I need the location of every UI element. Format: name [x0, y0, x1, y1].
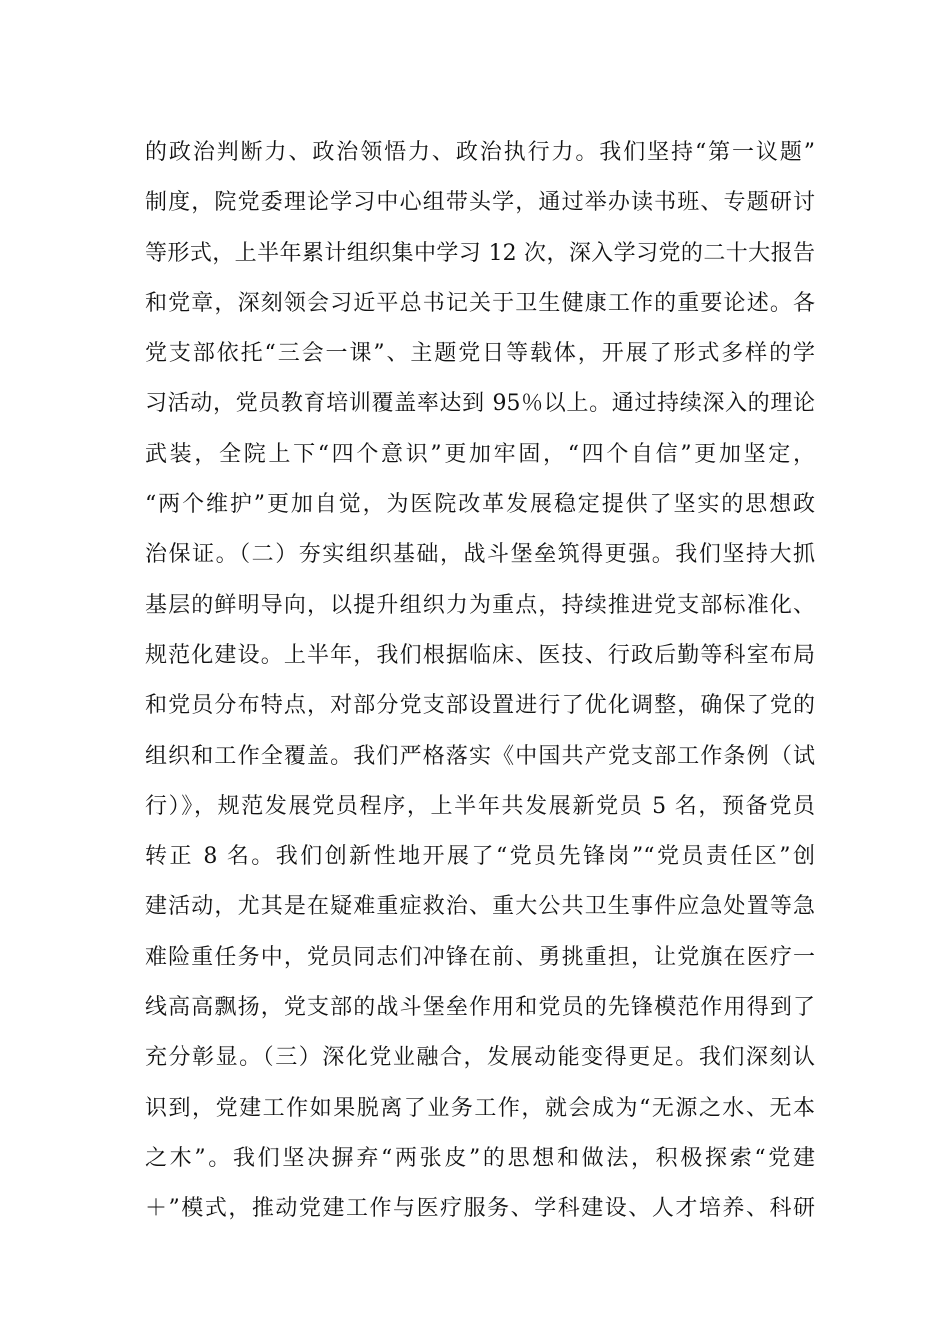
- text-line: 建活动，尤其是在疑难重症救治、重大公共卫生事件应急处置等急: [145, 894, 815, 920]
- text-line: 基层的鲜明导向，以提升组织力为重点，持续推进党支部标准化、: [145, 592, 815, 618]
- text-line: 和党员分布特点，对部分党支部设置进行了优化调整，确保了党的: [145, 693, 815, 719]
- text-line: 习活动，党员教育培训覆盖率达到 95％以上。通过持续深入的理论: [145, 391, 815, 417]
- text-line: 充分彰显。（三）深化党业融合，发展动能变得更足。我们深刻认: [145, 1045, 815, 1071]
- body-text: [145, 128, 815, 1235]
- text-line: 难险重任务中，党员同志们冲锋在前、勇挑重担，让党旗在医疗一: [145, 944, 815, 970]
- text-line: 的政治判断力、政治领悟力、政治执行力。我们坚持“第一议题”: [145, 140, 815, 165]
- text-line: 规范化建设。上半年，我们根据临床、医技、行政后勤等科室布局: [145, 642, 815, 668]
- text-line: 制度，院党委理论学习中心组带头学，通过举办读书班、专题研讨: [145, 190, 815, 216]
- text-line: 线高高飘扬，党支部的战斗堡垒作用和党员的先锋模范作用得到了: [145, 995, 815, 1021]
- text-line: 转正 8 名。我们创新性地开展了“党员先锋岗”“党员责任区”创: [145, 844, 815, 870]
- text-line: “两个维护”更加自觉，为医院改革发展稳定提供了坚实的思想政: [145, 492, 815, 518]
- text-line: 识到，党建工作如果脱离了业务工作，就会成为“无源之水、无本: [145, 1095, 815, 1121]
- text-line: 等形式，上半年累计组织集中学习 12 次，深入学习党的二十大报告: [145, 240, 815, 266]
- text-line: 行）》，规范发展党员程序，上半年共发展新党员 5 名，预备党员: [145, 793, 815, 819]
- text-line: 武装，全院上下“四个意识”更加牢固，“四个自信”更加坚定，: [145, 441, 815, 467]
- text-line: ＋”模式，推动党建工作与医疗服务、学科建设、人才培养、科研: [145, 1196, 815, 1222]
- text-line: 之木”。我们坚决摒弃“两张皮”的思想和做法，积极探索“党建: [145, 1145, 815, 1171]
- text-line: 组织和工作全覆盖。我们严格落实《中国共产党支部工作条例（试: [145, 743, 815, 769]
- text-line: 和党章，深刻领会习近平总书记关于卫生健康工作的重要论述。各: [145, 290, 815, 316]
- text-line: 治保证。（二）夯实组织基础，战斗堡垒筑得更强。我们坚持大抓: [145, 542, 815, 568]
- text-line: 党支部依托“三会一课”、主题党日等载体，开展了形式多样的学: [145, 341, 815, 367]
